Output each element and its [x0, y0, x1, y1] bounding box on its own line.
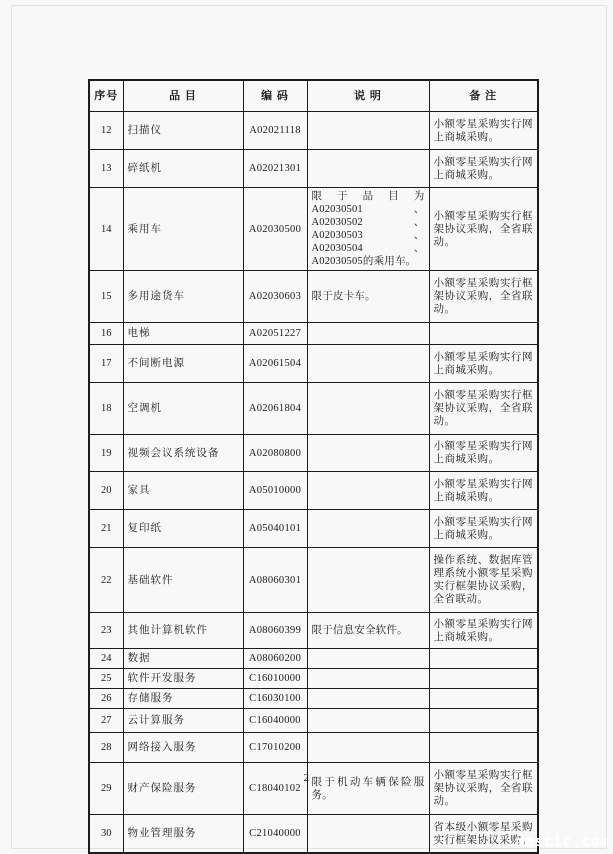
cell-item: 复印纸	[123, 510, 243, 548]
cell-code: A05010000	[243, 472, 307, 510]
cell-serial-no: 17	[89, 345, 123, 383]
cell-description	[307, 323, 429, 345]
cell-serial-no: 18	[89, 383, 123, 435]
cell-code: C17010200	[243, 733, 307, 763]
cell-remarks: 小额零星采购实行框架协议采购，全省联动。	[429, 383, 538, 435]
cell-code: C21040000	[243, 815, 307, 854]
cell-serial-no: 25	[89, 669, 123, 689]
cell-remarks: 小额零星采购实行网上商城采购。	[429, 150, 538, 188]
cell-item: 软件开发服务	[123, 669, 243, 689]
cell-serial-no: 19	[89, 435, 123, 472]
table-header	[89, 80, 538, 112]
cell-code: A02061504	[243, 345, 307, 383]
cell-remarks: 小额零星采购实行网上商城采购。	[429, 472, 538, 510]
cell-code: A02021301	[243, 150, 307, 188]
cell-item: 云计算服务	[123, 709, 243, 733]
table-row	[89, 709, 538, 733]
cell-item: 扫描仪	[123, 112, 243, 150]
cell-serial-no: 21	[89, 510, 123, 548]
table-row	[89, 150, 538, 188]
cell-serial-no: 29	[89, 763, 123, 815]
col-header-item: 品 目	[123, 80, 243, 112]
cell-item: 其他计算机软件	[123, 613, 243, 649]
cell-serial-no: 12	[89, 112, 123, 150]
cell-code: A08060200	[243, 649, 307, 669]
col-header-serial-no: 序号	[89, 80, 123, 112]
cell-item: 视频会议系统设备	[123, 435, 243, 472]
cell-code: C16040000	[243, 709, 307, 733]
table-row	[89, 649, 538, 669]
cell-remarks: 小额零星采购实行网上商城采购。	[429, 435, 538, 472]
cell-remarks: 小额零星采购实行网上商城采购。	[429, 510, 538, 548]
table-row	[89, 345, 538, 383]
cell-description	[307, 112, 429, 150]
cell-description	[307, 150, 429, 188]
col-header-code: 编 码	[243, 80, 307, 112]
table-row	[89, 323, 538, 345]
cell-description: 限于信息安全软件。	[307, 613, 429, 649]
table-row	[89, 188, 538, 271]
cell-serial-no: 23	[89, 613, 123, 649]
table-row	[89, 435, 538, 472]
cell-code: A02030500	[243, 188, 307, 271]
cell-code: C16010000	[243, 669, 307, 689]
cell-description: 限于机动车辆保险服务。	[307, 763, 429, 815]
cell-description	[307, 345, 429, 383]
cell-description	[307, 733, 429, 763]
cell-description	[307, 383, 429, 435]
watermark: mascic.com	[515, 834, 610, 850]
cell-description	[307, 510, 429, 548]
table-row	[89, 472, 538, 510]
cell-code: C18040102	[243, 763, 307, 815]
cell-description	[307, 435, 429, 472]
cell-serial-no: 28	[89, 733, 123, 763]
table-row	[89, 689, 538, 709]
table-body	[89, 112, 538, 854]
cell-description	[307, 709, 429, 733]
cell-serial-no: 24	[89, 649, 123, 669]
table-row	[89, 613, 538, 649]
cell-serial-no: 15	[89, 271, 123, 323]
header-row	[89, 80, 538, 112]
cell-remarks: 省本级小额零星采购实行框架协议采购。	[429, 815, 538, 854]
cell-code: A08060399	[243, 613, 307, 649]
cell-serial-no: 27	[89, 709, 123, 733]
cell-item: 物业管理服务	[123, 815, 243, 854]
cell-serial-no: 30	[89, 815, 123, 854]
cell-item: 电梯	[123, 323, 243, 345]
table-row	[89, 815, 538, 854]
table-row	[89, 112, 538, 150]
cell-remarks	[429, 323, 538, 345]
cell-code: A05040101	[243, 510, 307, 548]
table-row	[89, 271, 538, 323]
table-row	[89, 510, 538, 548]
cell-item: 乘用车	[123, 188, 243, 271]
cell-item: 存储服务	[123, 689, 243, 709]
cell-code: A02061804	[243, 383, 307, 435]
cell-description	[307, 649, 429, 669]
cell-description	[307, 548, 429, 613]
cell-serial-no: 16	[89, 323, 123, 345]
cell-remarks: 操作系统、数据库管理系统小额零星采购实行框架协议采购，全省联动。	[429, 548, 538, 613]
cell-remarks: 小额零星采购实行网上商城采购。	[429, 613, 538, 649]
cell-item: 多用途货车	[123, 271, 243, 323]
cell-serial-no: 22	[89, 548, 123, 613]
cell-description	[307, 689, 429, 709]
cell-remarks	[429, 669, 538, 689]
cell-code: A08060301	[243, 548, 307, 613]
cell-item: 空调机	[123, 383, 243, 435]
cell-remarks: 小额零星采购实行网上商城采购。	[429, 345, 538, 383]
cell-description	[307, 472, 429, 510]
col-header-remarks: 备 注	[429, 80, 538, 112]
col-header-description: 说 明	[307, 80, 429, 112]
table-row	[89, 669, 538, 689]
cell-code: A02021118	[243, 112, 307, 150]
cell-item: 网络接入服务	[123, 733, 243, 763]
cell-description: 限于皮卡车。	[307, 271, 429, 323]
cell-item: 不间断电源	[123, 345, 243, 383]
cell-description: 限于品目为A02030501、A02030502、A02030503、A02030504、A02030505的乘用车。	[307, 188, 429, 271]
cell-remarks	[429, 733, 538, 763]
cell-item: 家具	[123, 472, 243, 510]
procurement-catalog-table	[88, 79, 539, 854]
cell-description	[307, 669, 429, 689]
cell-item: 数据	[123, 649, 243, 669]
page-number: 2	[303, 772, 310, 784]
cell-remarks: 小额零星采购实行框架协议采购，全省联动。	[429, 188, 538, 271]
cell-item: 财产保险服务	[123, 763, 243, 815]
cell-code: A02030603	[243, 271, 307, 323]
cell-serial-no: 13	[89, 150, 123, 188]
cell-remarks	[429, 689, 538, 709]
cell-remarks: 小额零星采购实行框架协议采购，全省联动。	[429, 763, 538, 815]
cell-description	[307, 815, 429, 854]
table-row	[89, 548, 538, 613]
cell-remarks	[429, 709, 538, 733]
cell-code: A02051227	[243, 323, 307, 345]
cell-serial-no: 26	[89, 689, 123, 709]
cell-item: 碎纸机	[123, 150, 243, 188]
table-row	[89, 383, 538, 435]
cell-code: C16030100	[243, 689, 307, 709]
cell-remarks: 小额零星采购实行框架协议采购，全省联动。	[429, 271, 538, 323]
cell-remarks: 小额零星采购实行网上商城采购。	[429, 112, 538, 150]
cell-serial-no: 14	[89, 188, 123, 271]
table-row	[89, 763, 538, 815]
cell-remarks	[429, 649, 538, 669]
cell-item: 基础软件	[123, 548, 243, 613]
cell-code: A02080800	[243, 435, 307, 472]
table-row	[89, 733, 538, 763]
cell-serial-no: 20	[89, 472, 123, 510]
